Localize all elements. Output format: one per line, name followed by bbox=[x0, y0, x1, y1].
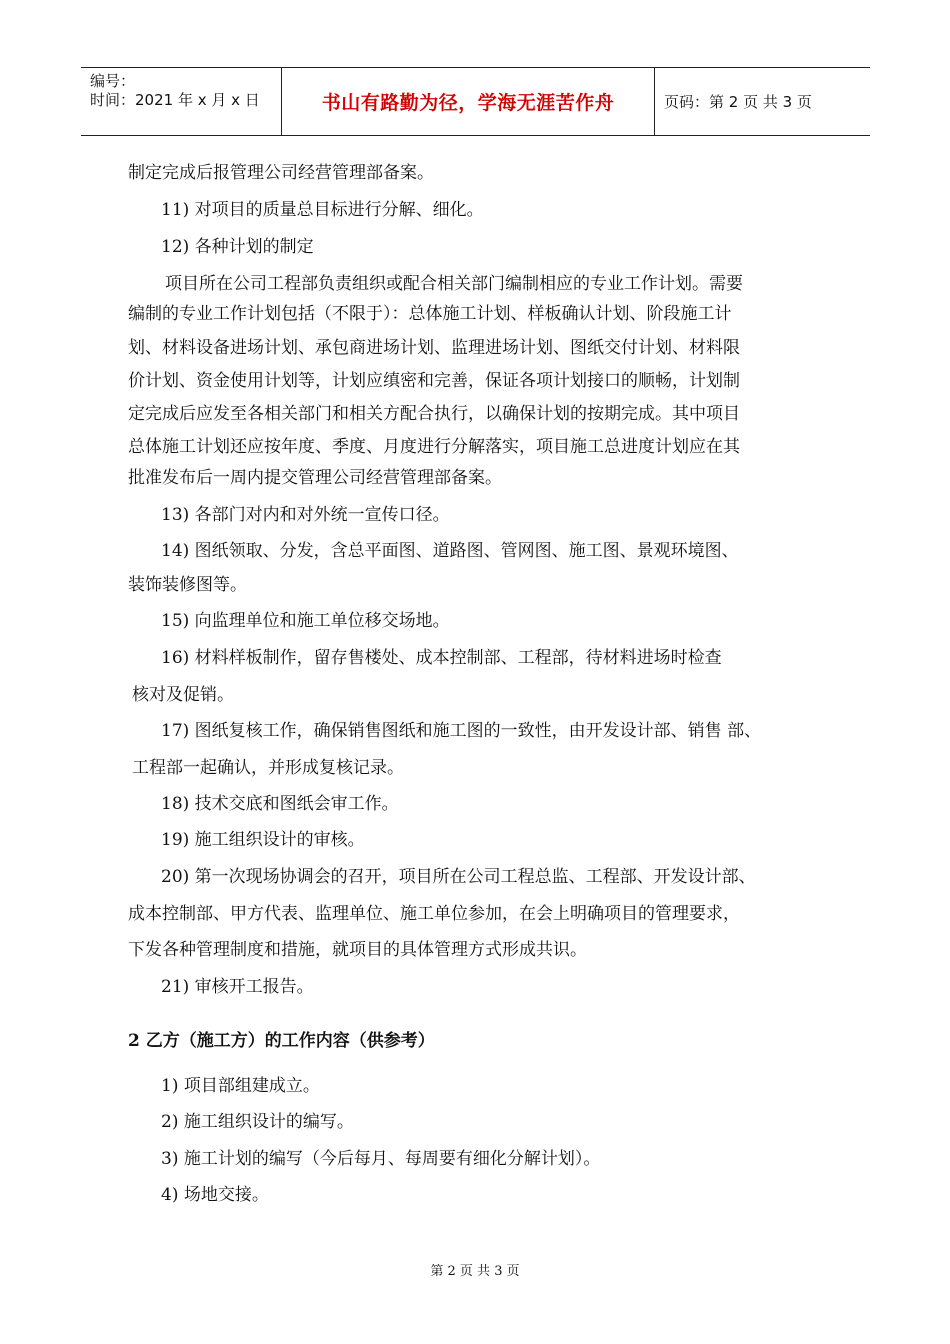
list-item-15: 15) 向监理单位和施工单位移交场地。 bbox=[161, 611, 450, 631]
list-item: 1) 项目部组建成立。 bbox=[161, 1076, 320, 1096]
document-number-label: 编号： bbox=[90, 72, 136, 90]
list-item-12: 12) 各种计划的制定 bbox=[161, 237, 314, 257]
page-header bbox=[81, 67, 870, 136]
body-line: 下发各种管理制度和措施，就项目的具体管理方式形成共识。 bbox=[128, 940, 587, 960]
body-line: 装饰装修图等。 bbox=[128, 575, 247, 595]
footer-page-number: 第 2 页 共 3 页 bbox=[430, 1264, 520, 1279]
list-item: 2) 施工组织设计的编写。 bbox=[161, 1112, 354, 1132]
body-line: 编制的专业工作计划包括（不限于）：总体施工计划、样板确认计划、阶段施工计 bbox=[128, 304, 732, 324]
body-line: 项目所在公司工程部负责组织或配合相关部门编制相应的专业工作计划。需要 bbox=[165, 274, 743, 294]
section-heading: 2 乙方（施工方）的工作内容（供参考） bbox=[128, 1031, 435, 1051]
list-item: 3) 施工计划的编写（今后每月、每周要有细化分解计划）。 bbox=[161, 1149, 601, 1169]
list-item-19: 19) 施工组织设计的审核。 bbox=[161, 830, 365, 850]
list-item-13: 13) 各部门对内和对外统一宣传口径。 bbox=[161, 505, 450, 525]
header-motto: 书山有路勤为径，学海无涯苦作舟 bbox=[321, 92, 615, 114]
list-item-16: 16) 材料样板制作，留存售楼处、成本控制部、工程部，待材料进场时检查 bbox=[161, 648, 722, 668]
page-footer bbox=[0, 1260, 950, 1279]
list-item-11: 11) 对项目的质量总目标进行分解、细化。 bbox=[161, 200, 484, 220]
body-line: 工程部一起确认，并形成复核记录。 bbox=[132, 758, 404, 778]
body-line: 总体施工计划还应按年度、季度、月度进行分解落实，项目施工总进度计划应在其 bbox=[128, 437, 740, 457]
list-item-21: 21) 审核开工报告。 bbox=[161, 977, 314, 997]
body-line: 批准发布后一周内提交管理公司经营管理部备案。 bbox=[128, 468, 502, 488]
document-time-label: 时间：2021 年 x 月 x 日 bbox=[90, 91, 260, 109]
header-meta-cell bbox=[81, 68, 282, 135]
body-line: 划、材料设备进场计划、承包商进场计划、监理进场计划、图纸交付计划、材料限 bbox=[128, 338, 740, 358]
header-motto-cell bbox=[282, 68, 655, 135]
body-line: 制定完成后报管理公司经营管理部备案。 bbox=[128, 163, 434, 183]
body-line: 价计划、资金使用计划等，计划应缜密和完善，保证各项计划接口的顺畅，计划制 bbox=[128, 371, 740, 391]
body-line: 成本控制部、甲方代表、监理单位、施工单位参加，在会上明确项目的管理要求， bbox=[128, 904, 740, 924]
list-item: 4) 场地交接。 bbox=[161, 1185, 269, 1205]
body-line: 核对及促销。 bbox=[132, 685, 234, 705]
body-line: 定完成后应发至各相关部门和相关方配合执行，以确保计划的按期完成。其中项目 bbox=[128, 404, 740, 424]
list-item-20: 20) 第一次现场协调会的召开，项目所在公司工程总监、工程部、开发设计部、 bbox=[161, 867, 756, 887]
header-page-info: 页码：第 2 页 共 3 页 bbox=[664, 93, 812, 111]
list-item-17: 17) 图纸复核工作，确保销售图纸和施工图的一致性，由开发设计部、销售 部、 bbox=[161, 721, 762, 741]
list-item-14: 14) 图纸领取、分发，含总平面图、道路图、管网图、施工图、景观环境图、 bbox=[161, 541, 739, 561]
list-item-18: 18) 技术交底和图纸会审工作。 bbox=[161, 794, 399, 814]
